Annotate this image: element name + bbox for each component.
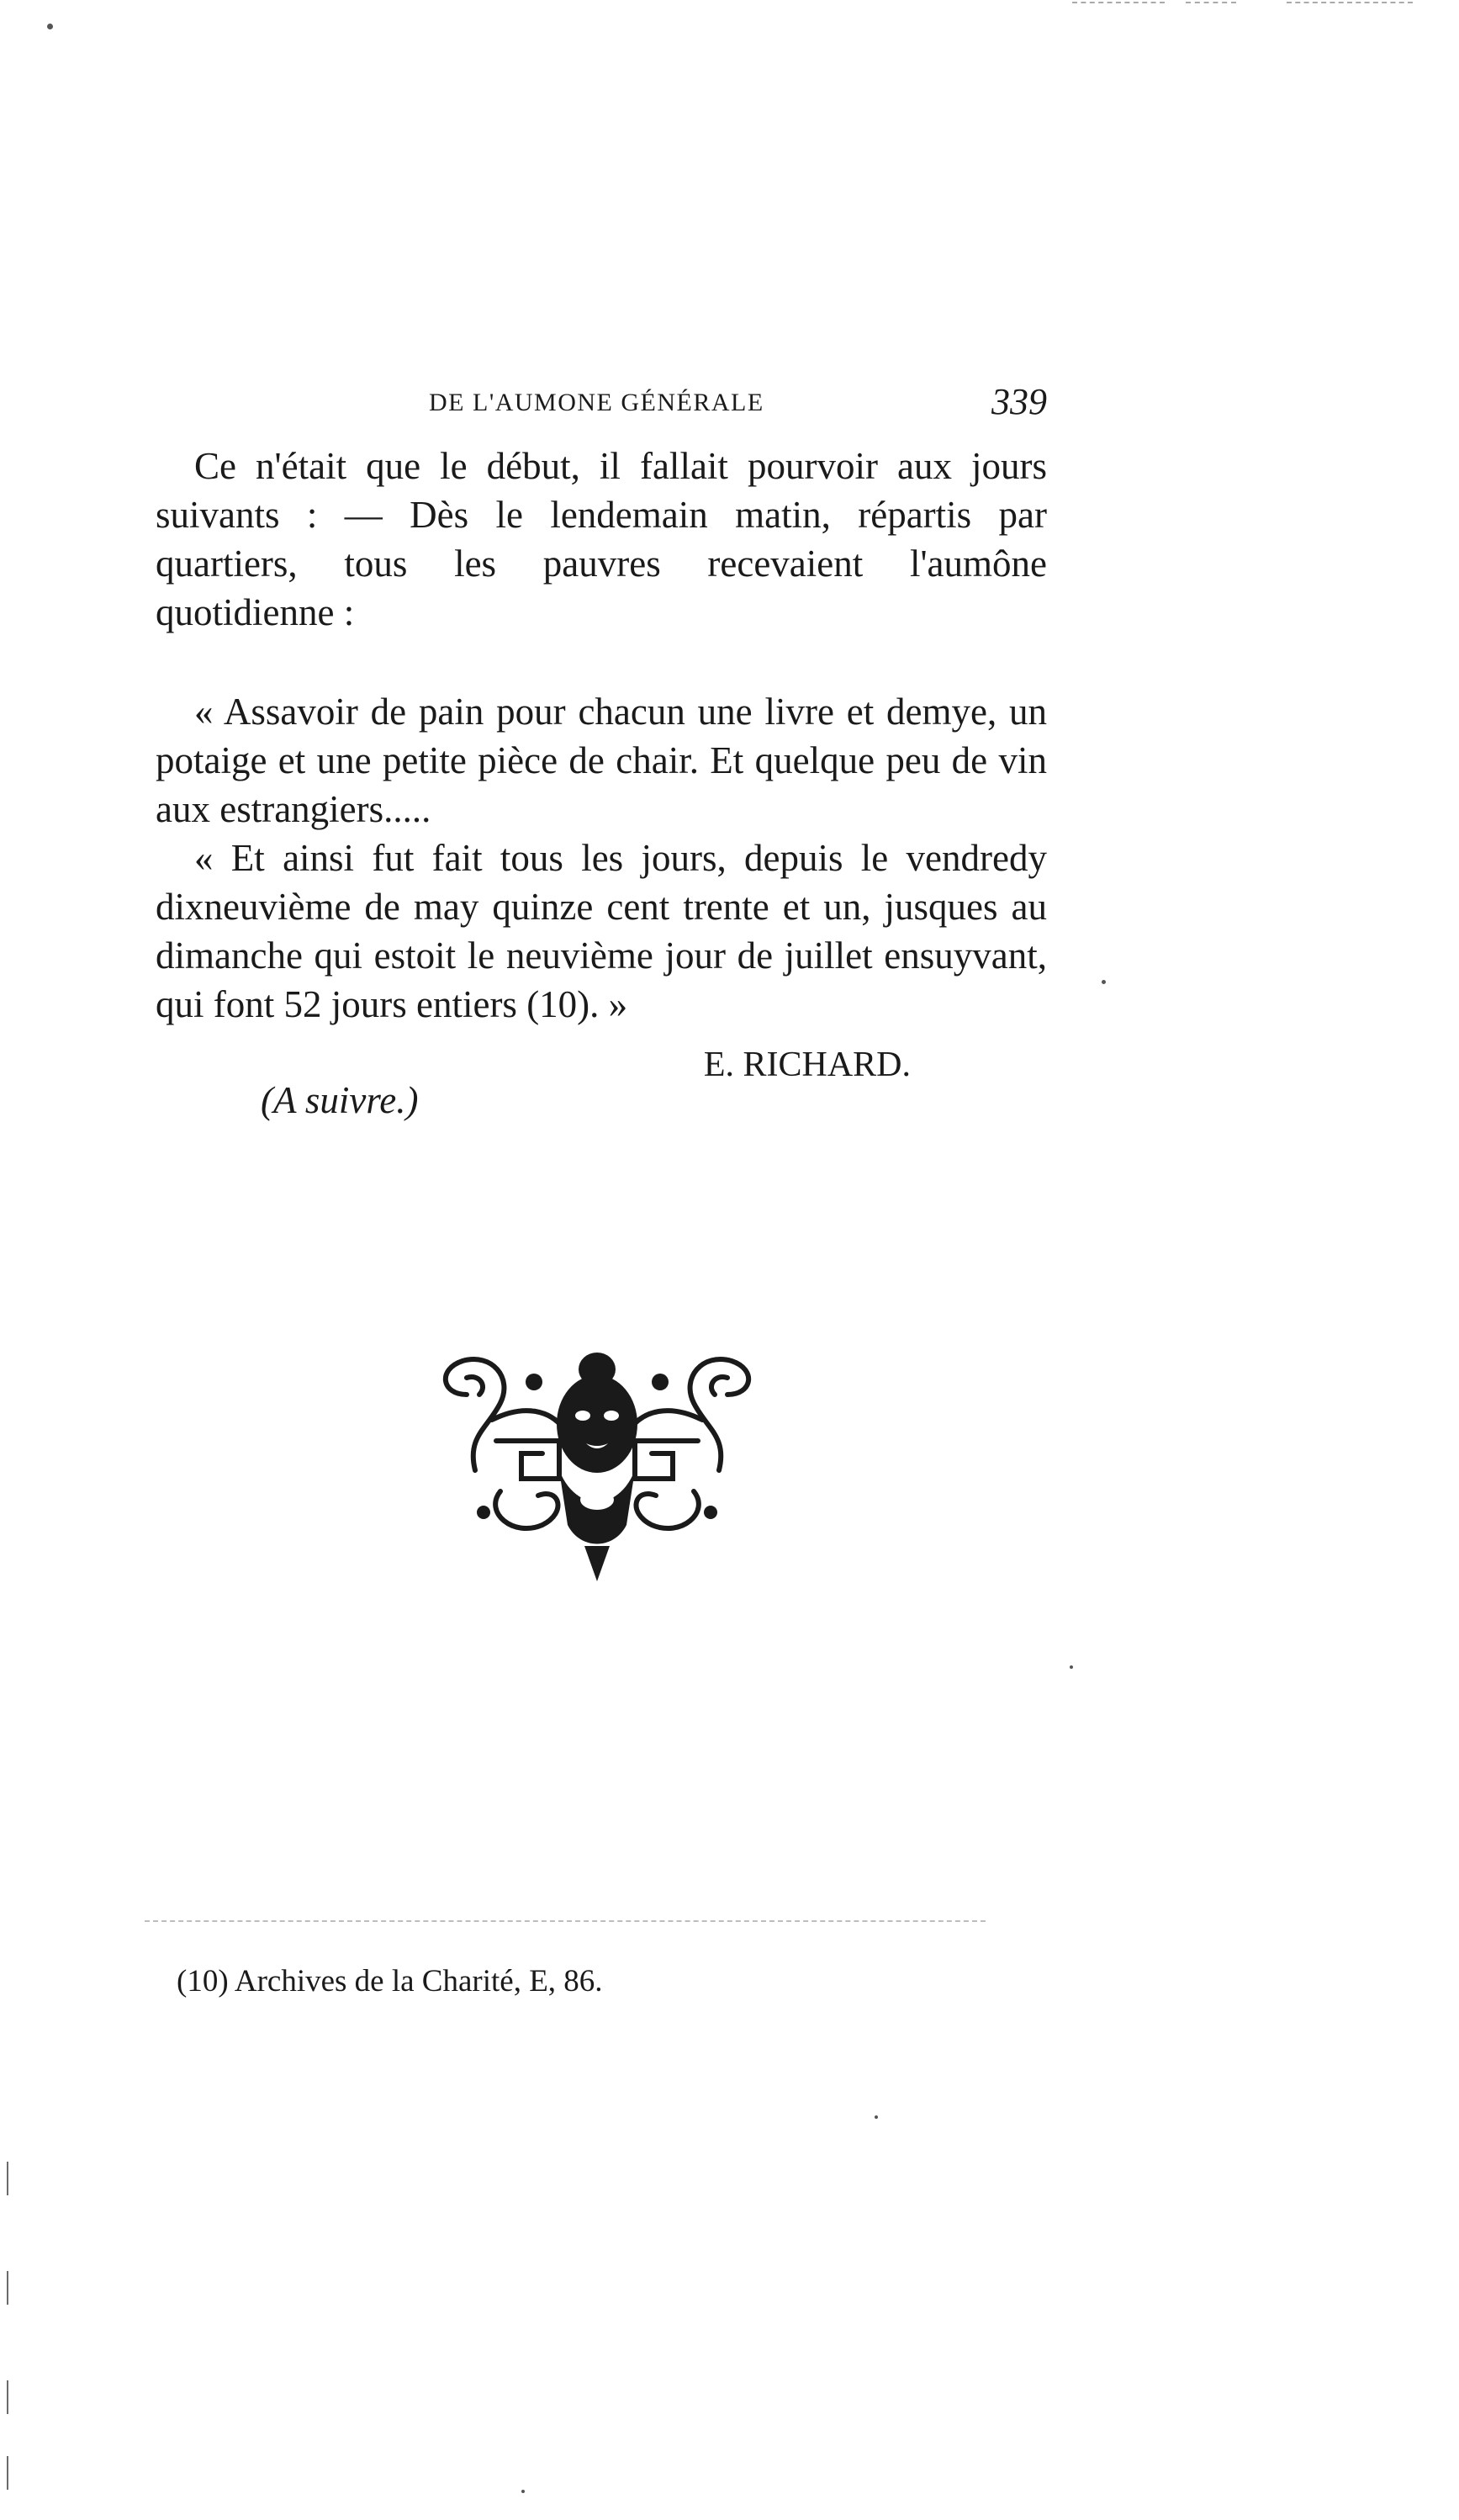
scan-edge-mark (7, 2162, 8, 2195)
paragraph-1: Ce n'était que le début, il fallait pourvoir aux jours suivants : — Dès le lendemain matin, répartis par quartiers, tous les pauvres recevaient l'aumône quotidienne : (156, 445, 1047, 633)
page-number: 339 (991, 381, 1047, 422)
running-head (156, 380, 1047, 431)
signature-initial: E. R (703, 1046, 767, 1084)
scan-edge-mark (7, 2380, 8, 2414)
continuation-note: (A suivre.) (261, 1079, 419, 1121)
paragraph-gap (156, 637, 1047, 687)
footnote-rule (145, 1920, 986, 1922)
decorative-grotesque-mask-vignette-icon (433, 1344, 761, 1584)
scan-speck (521, 2490, 525, 2493)
body-text (156, 442, 1047, 1089)
scan-artifact-dash (1186, 2, 1236, 3)
running-title: DE L'AUMONE GÉNÉRALE (429, 389, 764, 416)
scan-speck (47, 24, 53, 29)
scan-edge-mark (7, 2271, 8, 2305)
scan-artifact-dash (1072, 2, 1165, 3)
quote-paragraph-2: « Et ainsi fut fait tous les jours, depuis le vendredy dixneuvième de may quinze cent trente et un, jusques au dimanche qui estoit le neuvième jour de juillet ensuyvant, qui font 52 jours entiers (10). » (156, 837, 1047, 1025)
scan-speck (875, 2115, 878, 2119)
signature-rest: ICHARD. (766, 1046, 911, 1084)
scan-speck (1070, 1665, 1073, 1669)
footnote: (10) Archives de la Charité, E, 86. (177, 1964, 603, 1999)
quote-paragraph-1: « Assavoir de pain pour chacun une livre et demye, un potaige et une petite pièce de chair. Et quelque peu de vin aux estrangiers..... (156, 691, 1047, 830)
scan-artifact-dash (1287, 2, 1413, 3)
scan-edge-mark (7, 2456, 8, 2490)
scan-speck (1102, 980, 1106, 984)
